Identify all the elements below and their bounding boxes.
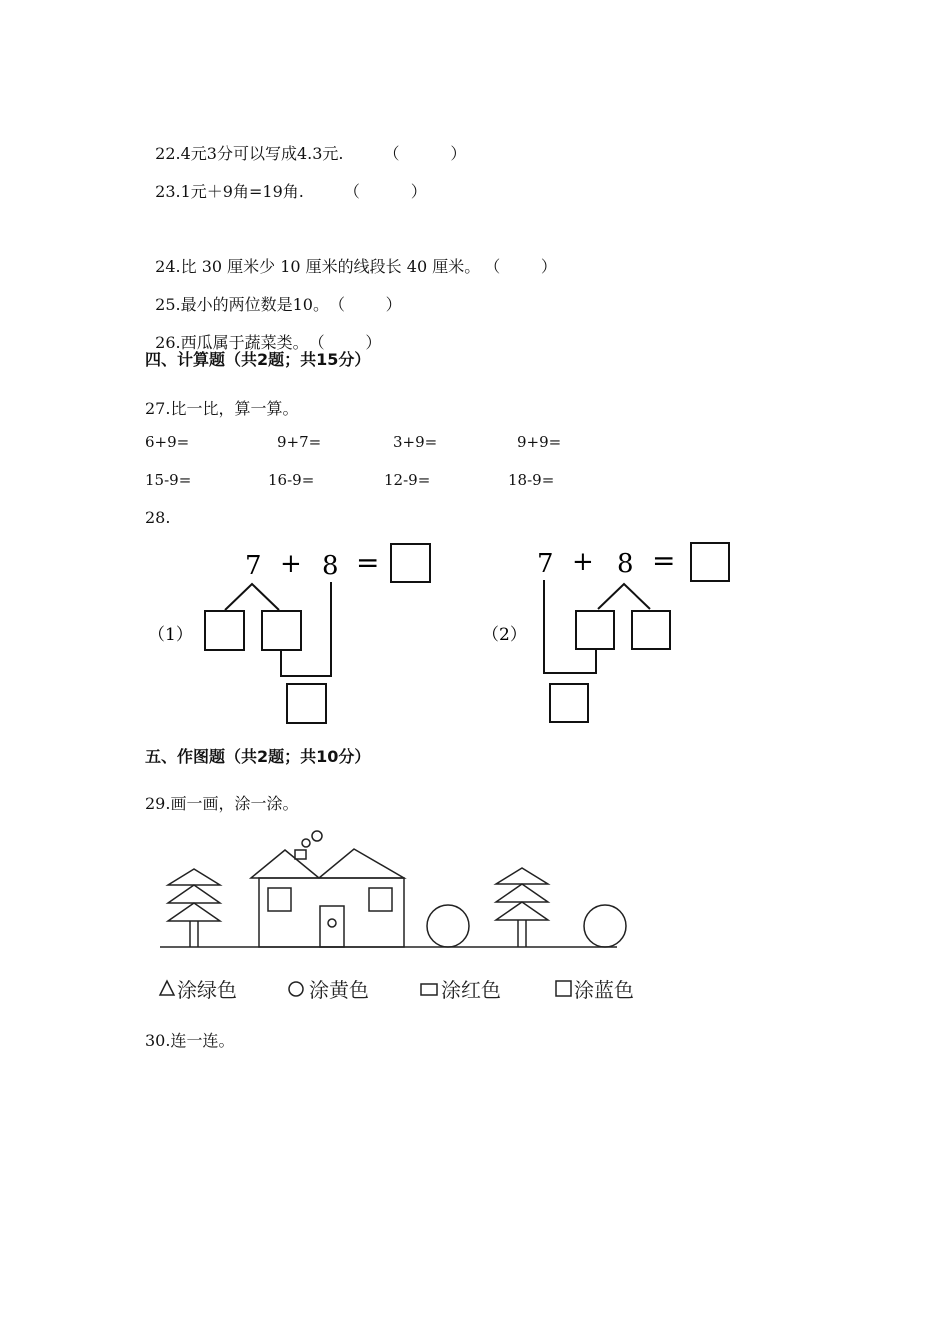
answer-blank[interactable]: （ ）: [383, 144, 467, 163]
connector-line: [544, 580, 596, 673]
question-30-title: 30.连一连。: [145, 1031, 235, 1050]
tree-right[interactable]: [496, 868, 548, 947]
circle-icon: [289, 982, 303, 996]
question-25: [145, 273, 402, 315]
calc-item[interactable]: 16-9=: [268, 471, 315, 489]
operator: +: [572, 547, 594, 577]
question-29-title: 29.画一画，涂一涂。: [145, 794, 299, 813]
answer-blank[interactable]: （ ）: [484, 257, 557, 276]
split-box[interactable]: [632, 611, 670, 649]
tree-left[interactable]: [168, 869, 220, 947]
triangle-shape[interactable]: [496, 868, 548, 884]
result-box[interactable]: [550, 684, 588, 722]
ball-circle[interactable]: [584, 905, 626, 947]
q28-diagrams: [0, 530, 950, 750]
split-box[interactable]: [576, 611, 614, 649]
triangle-shape[interactable]: [496, 902, 548, 920]
triangle-shape[interactable]: [496, 884, 548, 902]
calc-item[interactable]: 15-9=: [145, 471, 192, 489]
triangle-shape[interactable]: [168, 885, 220, 903]
legend-label: 涂绿色: [177, 978, 237, 1002]
answer-box[interactable]: [391, 544, 430, 582]
question-text: 23.1元＋9角=19角.: [155, 182, 304, 201]
connector-line: [281, 582, 331, 676]
calc-item[interactable]: 3+9=: [393, 433, 438, 451]
answer-blank[interactable]: （ ）: [328, 295, 402, 314]
question-text: 22.4元3分可以写成4.3元.: [155, 144, 344, 163]
answer-blank[interactable]: （ ）: [343, 182, 427, 201]
rectangle-icon: [421, 984, 437, 995]
question-24: [145, 235, 557, 277]
question-text: 26.西瓜属于蔬菜类。: [155, 333, 309, 352]
operator: +: [280, 549, 302, 579]
legend-label: 涂蓝色: [574, 978, 634, 1002]
part-label: （1）: [148, 625, 193, 645]
triangle-shape[interactable]: [168, 903, 220, 921]
operand-a: 7: [537, 549, 554, 579]
equals: =: [652, 544, 676, 577]
section-4-title: 四、计算题（共2题；共15分）: [145, 350, 371, 369]
square-icon: [556, 981, 571, 996]
house[interactable]: [251, 831, 404, 947]
operand-a: 7: [245, 551, 262, 581]
door-knob-circle[interactable]: [328, 919, 336, 927]
question-22: [145, 122, 466, 164]
answer-box[interactable]: [691, 543, 729, 581]
smoke-circle[interactable]: [312, 831, 322, 841]
question-text: 24.比 30 厘米少 10 厘米的线段长 40 厘米。: [155, 257, 481, 276]
q29-drawing: [0, 820, 950, 1020]
smoke-circle[interactable]: [302, 839, 310, 847]
window-square[interactable]: [369, 888, 392, 911]
q28-part1: [148, 544, 430, 723]
ball-circle[interactable]: [427, 905, 469, 947]
triangle-icon: [160, 981, 174, 995]
chimney-square[interactable]: [295, 850, 306, 859]
question-23: [145, 160, 427, 202]
part-label: （2）: [482, 625, 527, 645]
split-lines: [598, 584, 650, 609]
equals: =: [356, 546, 380, 579]
legend-label: 涂红色: [441, 978, 501, 1002]
calc-item[interactable]: 18-9=: [508, 471, 555, 489]
calc-item[interactable]: 9+7=: [277, 433, 322, 451]
legend-label: 涂黄色: [309, 978, 369, 1002]
question-28-title: 28.: [145, 508, 171, 527]
calc-item[interactable]: 12-9=: [384, 471, 431, 489]
question-27-title: 27.比一比，算一算。: [145, 399, 299, 418]
answer-blank[interactable]: （ ）: [308, 333, 382, 352]
window-square[interactable]: [268, 888, 291, 911]
q28-part2: [482, 543, 729, 722]
split-lines: [225, 584, 279, 610]
split-box[interactable]: [262, 611, 301, 650]
color-legend: [160, 978, 634, 1002]
operand-b: 8: [322, 551, 339, 581]
roof-triangles[interactable]: [251, 849, 404, 878]
calc-item[interactable]: 9+9=: [517, 433, 562, 451]
question-text: 25.最小的两位数是10。: [155, 295, 329, 314]
split-box[interactable]: [205, 611, 244, 650]
operand-b: 8: [617, 549, 634, 579]
calc-item[interactable]: 6+9=: [145, 433, 190, 451]
triangle-shape[interactable]: [168, 869, 220, 885]
result-box[interactable]: [287, 684, 326, 723]
section-5-title: 五、作图题（共2题；共10分）: [145, 747, 371, 766]
